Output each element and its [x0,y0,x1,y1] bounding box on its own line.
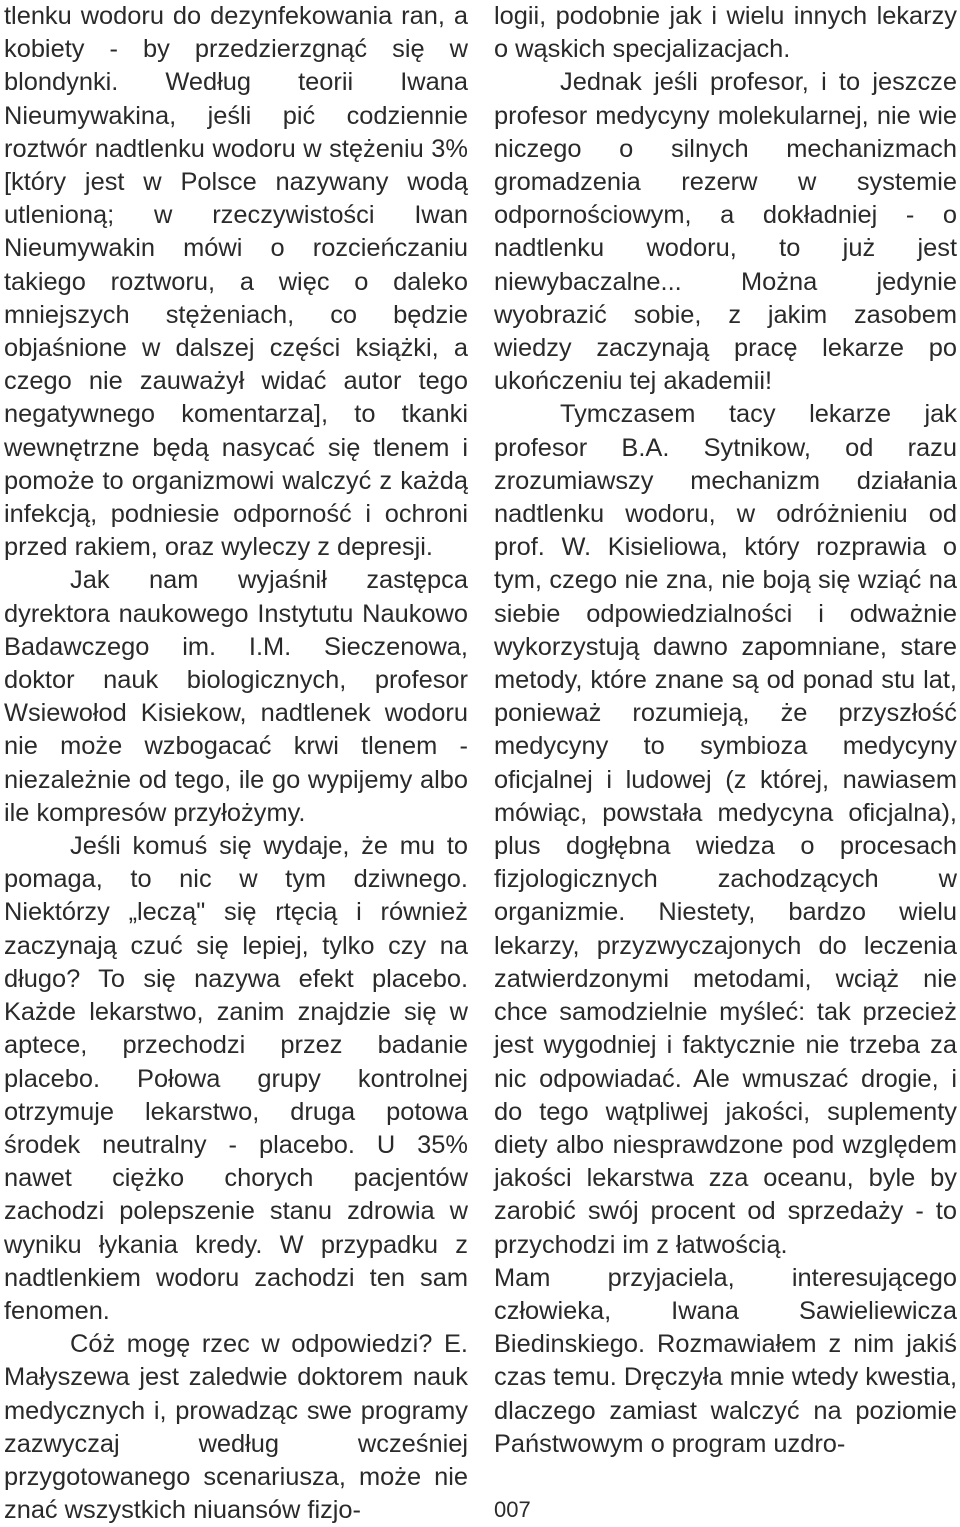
paragraph-right-4: Mam przyjaciela, interesującego człowieka, Iwana Sawieliewicza Biedinskiego. Rozmawiałem z nim jakiś czas temu. Dręczyła mnie wtedy kwestia, dlaczego zamiast walczyć na poziomie Państwowym o program uzdro- [494,1263,957,1458]
paragraph-left-3: Jeśli komuś się wydaje, że mu to pomaga, to nic w tym dziwnego. Niektórzy „leczą" się rtęcią i również zaczynają czuć się lepiej, tylko czy na długo? To się nazywa efekt placebo. Każde lekarstwo, zanim znajdzie się w aptece, przechodzi przez badanie placebo. Połowa grupy kontrolnej otrzymuje lekarstwo, druga potowa środek neutralny - placebo. U 35% nawet ciężko chorych pacjentów zachodzi polepszenie stanu zdrowia w wyniku łykania kredy. W przypadku z nadtlenkiem wodoru zachodzi ten sam fenomen. [4,832,468,1325]
paragraph-left-1: tlenku wodoru do dezynfekowania ran, a kobiety - by przedzierzgnąć się w blondynki. Według teorii Iwana Nieumywakina, jeśli pić codziennie roztwór nadtlenku wodoru w stężeniu 3% [który jest w Polsce nazywany wodą utlenioną; w rzeczywistości Iwan Nieumywakin mówi o rozcieńczaniu takiego roztworu, a więc o daleko mniejszych stężeniach, co będzie objaśnione w dalszej części książki, a czego nie zauważył widać autor tego negatywnego komentarza], to tkanki wewnętrzne będą nasycać się tlenem i pomoże to organizmowi walczyć z każdą infekcją, podniesie odporność i ochroni przed rakiem, oraz wyleczy z depresji. [4,2,468,562]
paragraph-left-4: Cóż mogę rzec w odpowiedzi? E. Małyszewa jest zaledwie doktorem nauk medycznych i, prowadząc swe programy zazwyczaj według wcześniej przygotowanego scenariusza, może nie znać wszystkich niuansów fizjo- [4,1330,468,1525]
paragraph-left-2: Jak nam wyjaśnił zastępca dyrektora naukowego Instytutu Naukowo Badawczego im. I.M. Sieczenowa, doktor nauk biologicznych, profesor Wsiewołod Kisiekow, nadtlenek wodoru nie może wzbogacać krwi tlenem - niezależnie od tego, ile go wypijemy albo ile kompresów przyłożymy. [4,566,468,827]
paragraph-right-1: logii, podobnie jak i wielu innych lekarzy o wąskich specjalizacjach. [494,2,957,64]
paragraph-right-2: Jednak jeśli profesor, i to jeszcze profesor medycyny molekularnej, nie wie niczego o silnych mechanizmach gromadzenia rezerw w systemie odpornościowym, a dokładniej - o nadtlenku wodoru, to już jest niewybaczalne... Można jedynie wyobrazić sobie, z jakim zasobem wiedzy zaczynają pracę lekarze po ukończeniu tej akademii! [494,68,957,396]
paragraph-right-3: Tymczasem tacy lekarze jak profesor B.A. Sytnikow, od razu zrozumiawszy mechanizm działania nadtlenku wodoru, w odróżnieniu od prof. W. Kisieliowa, który rozprawia o tym, czego nie zna, nie boją się wziąć na siebie odpowiedzialności i odważnie wykorzystują dawno zapomniane, stare metody, które znane są od ponad stu lat, ponieważ rozumieją, że przyszłość medycyny to symbioza medycyny oficjalnej i ludowej (z której, nawiasem mówiąc, powstała medycyna oficjalna), plus dogłębna wiedza o procesach fizjologicznych zachodzących w organizmie. Niestety, bardzo wielu lekarzy, przyzwyczajonych do leczenia zatwierdzonymi metodami, wciąż nie chce samodzielnie myśleć: tak przecież jest wygodniej i faktycznie nie trzeba za nic odpowiadać. Ale wmuszać drogie, i do tego wątpliwej jakości, suplementy diety albo niesprawdzone pod względem jakości lekarstwa zza oceanu, byle by zarobić swój procent od sprzedaży - to przychodzi im z łatwością. [494,400,957,1259]
left-text-column [4,0,468,1527]
page-number: 007 [494,1497,531,1522]
right-text-column [494,0,957,1461]
